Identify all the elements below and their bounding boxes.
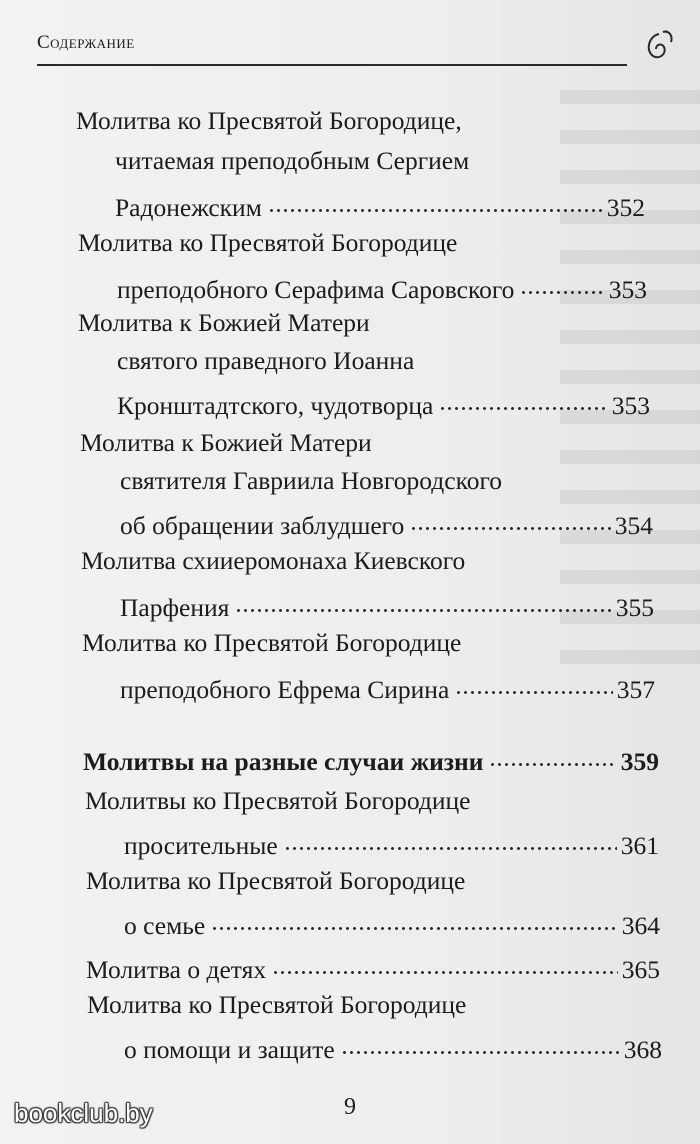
toc-entry-2-last-line: преподобного Серафима Саровского	[117, 275, 515, 304]
dot-leader	[439, 384, 607, 414]
toc-entry-2-line-1: Молитва ко Пресвятой Богородице	[78, 228, 458, 257]
toc-section-entry-3-page: 365	[621, 955, 660, 984]
toc-entry-1-page: 352	[606, 193, 645, 222]
toc-entry-6-line-1: Молитва ко Пресвятой Богородице	[82, 628, 462, 657]
dot-leader	[489, 740, 616, 770]
toc-entry-6[interactable]	[120, 668, 655, 705]
watermark: bookclub.by	[14, 1098, 153, 1128]
dot-leader	[211, 904, 618, 934]
toc-entry-6-page: 357	[616, 675, 655, 704]
toc-entry-1[interactable]	[115, 186, 645, 223]
toc-entry-4-last-line: об обращении заблудшего	[120, 511, 405, 540]
toc-entry-4[interactable]	[120, 504, 653, 541]
toc-entry-5-page: 355	[615, 593, 654, 622]
dot-leader	[410, 504, 610, 534]
toc-entry-3-line-2: святого праведного Иоанна	[117, 346, 415, 375]
dot-leader	[455, 668, 612, 698]
dot-leader	[272, 948, 618, 978]
toc-entry-4-line-1: Молитва к Божией Матери	[80, 428, 372, 457]
toc-section-entry-4-page: 368	[623, 1035, 662, 1064]
toc-section-entry-2-line-1: Молитва ко Пресвятой Богородице	[86, 866, 466, 895]
toc-entry-4-page: 354	[614, 511, 653, 540]
toc-entry-5[interactable]	[120, 586, 654, 623]
toc-section-entry-2-page: 364	[621, 911, 660, 940]
dot-leader	[520, 268, 604, 298]
toc-section-entry-4[interactable]	[124, 1028, 662, 1065]
section-title: Молитвы на разные случаи жизни	[83, 747, 484, 776]
dot-leader	[268, 186, 603, 216]
dot-leader	[235, 586, 611, 616]
toc-entry-5-last-line: Парфения	[120, 593, 230, 622]
dot-leader	[284, 824, 617, 854]
running-header	[37, 26, 667, 76]
toc-section-entry-4-line-1: Молитва ко Пресвятой Богородице	[87, 990, 467, 1019]
toc-entry-3-line-1: Молитва к Божией Матери	[78, 308, 370, 337]
toc-entry-1-line-2: читаемая преподобным Сергием	[115, 146, 470, 175]
ornament-icon	[637, 28, 677, 68]
toc-entry-3-last-line: Кронштадтского, чудотворца	[117, 391, 434, 420]
toc-section-entry-1-line-1: Молитвы ко Пресвятой Богородице	[85, 786, 471, 815]
toc-section-entry-3[interactable]	[86, 948, 660, 985]
toc-entry-4-line-2: святителя Гавриила Новгородского	[120, 466, 503, 495]
toc-section-entry-4-last-line: о помощи и защите	[124, 1035, 335, 1064]
toc-entry-2[interactable]	[117, 268, 647, 305]
dot-leader	[341, 1028, 620, 1058]
toc-entry-2-page: 353	[608, 275, 647, 304]
toc-section-entry-1-page: 361	[620, 831, 659, 860]
toc-entry-3-page: 353	[611, 391, 650, 420]
toc-entry-6-last-line: преподобного Ефрема Сирина	[120, 675, 450, 704]
header-rule	[37, 64, 627, 66]
page-number: 9	[344, 1094, 356, 1120]
toc-section-entry-3-last-line: Молитва о детях	[86, 955, 267, 984]
toc-section-entry-1-last-line: просительные	[124, 831, 278, 860]
toc-entry-3[interactable]	[117, 384, 650, 421]
toc-section-entry-2-last-line: о семье	[124, 911, 206, 940]
toc-section-entry-1[interactable]	[124, 824, 659, 861]
toc-entry-5-line-1: Молитва схииеромонаха Киевского	[81, 546, 466, 575]
toc-entry-1-line-1: Молитва ко Пресвятой Богородице,	[76, 106, 462, 135]
toc-section-heading[interactable]	[83, 740, 659, 777]
toc-entry-1-last-line: Радонежским	[115, 193, 262, 222]
section-page: 359	[620, 747, 659, 776]
toc-section-entry-2[interactable]	[124, 904, 660, 941]
header-title: Содержание	[37, 32, 135, 53]
